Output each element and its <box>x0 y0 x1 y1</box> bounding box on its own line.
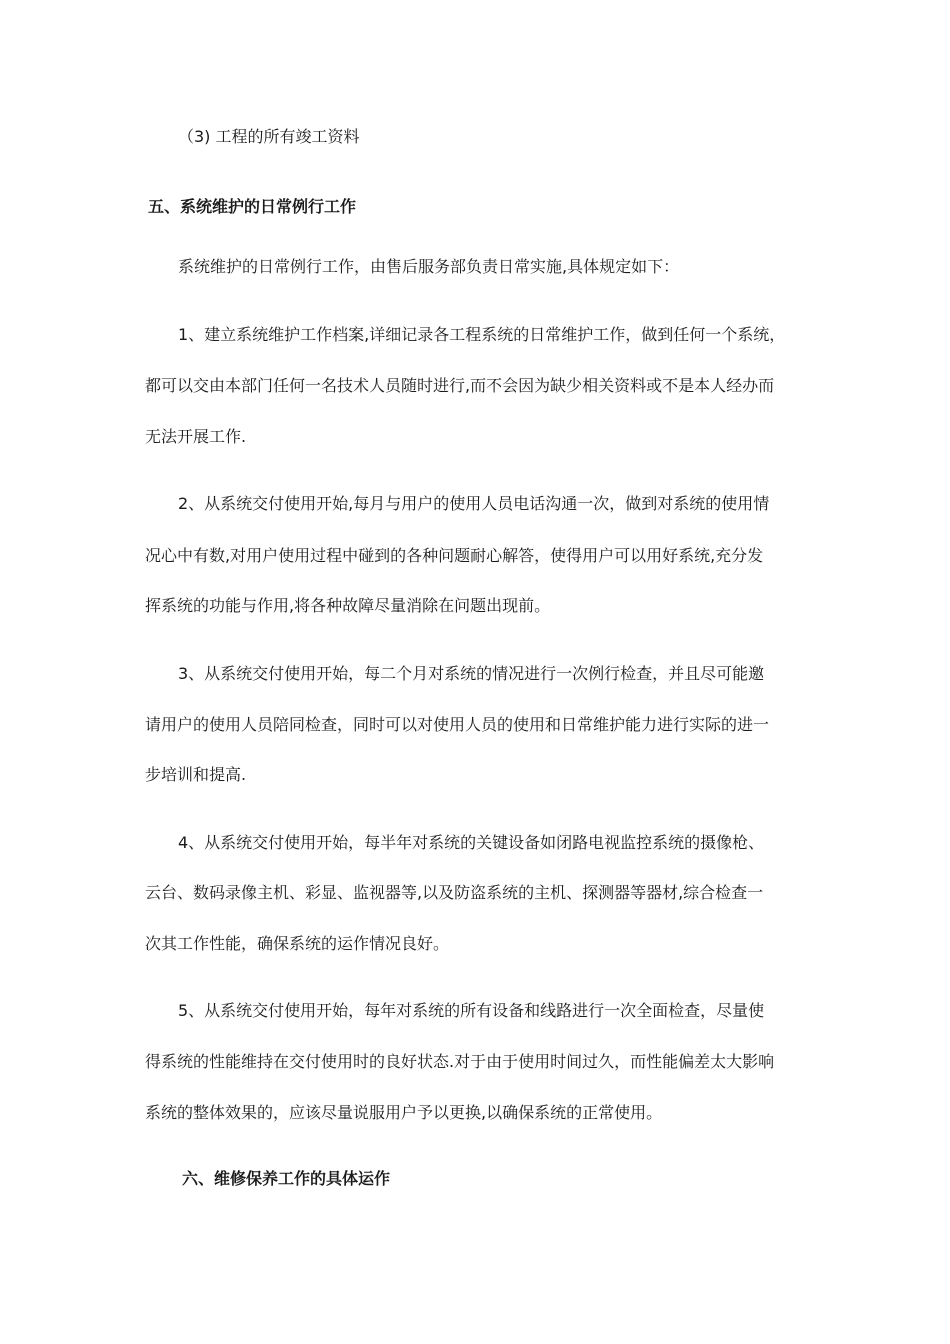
section-6-heading: 六、维修保养工作的具体运作 <box>182 1169 391 1188</box>
section-5-heading: 五、系统维护的日常例行工作 <box>148 197 357 216</box>
point-1-line-2: 都可以交由本部门任何一名技术人员随时进行,而不会因为缺少相关资料或不是本人经办而 <box>145 376 775 395</box>
point-1-line-3: 无法开展工作. <box>145 427 247 446</box>
point-2-line-1: 2、从系统交付使用开始,每月与用户的使用人员电话沟通一次，做到对系统的使用情 <box>178 494 770 513</box>
section-5-intro: 系统维护的日常例行工作，由售后服务部负责日常实施,具体规定如下： <box>178 257 680 276</box>
point-4-line-2: 云台、数码录像主机、彩显、监视器等,以及防盗系统的主机、探测器等器材,综合检查一 <box>145 883 764 902</box>
point-4-line-3: 次其工作性能，确保系统的运作情况良好。 <box>145 934 450 953</box>
point-3-line-2: 请用户的使用人员陪同检查，同时可以对使用人员的使用和日常维护能力进行实际的进一 <box>145 715 770 734</box>
point-5-line-3: 系统的整体效果的，应该尽量说服用户予以更换,以确保系统的正常使用。 <box>145 1103 663 1122</box>
point-2-line-3: 挥系统的功能与作用,将各种故障尽量消除在问题出现前。 <box>145 596 551 615</box>
point-4-line-1: 4、从系统交付使用开始，每半年对系统的关键设备如闭路电视监控系统的摄像枪、 <box>178 833 765 852</box>
point-3-line-1: 3、从系统交付使用开始，每二个月对系统的情况进行一次例行检查，并且尽可能邀 <box>178 664 765 683</box>
point-5-line-2: 得系统的性能维持在交付使用时的良好状态.对于由于使用时间过久，而性能偏差太大影响 <box>145 1052 775 1071</box>
point-3-line-3: 步培训和提高. <box>145 765 247 784</box>
completion-docs-item: （3) 工程的所有竣工资料 <box>178 127 360 146</box>
point-2-line-2: 况心中有数,对用户使用过程中碰到的各种问题耐心解答，使得用户可以用好系统,充分发 <box>145 546 764 565</box>
point-1-line-1: 1、建立系统维护工作档案,详细记录各工程系统的日常维护工作，做到任何一个系统， <box>178 325 786 344</box>
point-5-line-1: 5、从系统交付使用开始，每年对系统的所有设备和线路进行一次全面检查，尽量使 <box>178 1001 765 1020</box>
